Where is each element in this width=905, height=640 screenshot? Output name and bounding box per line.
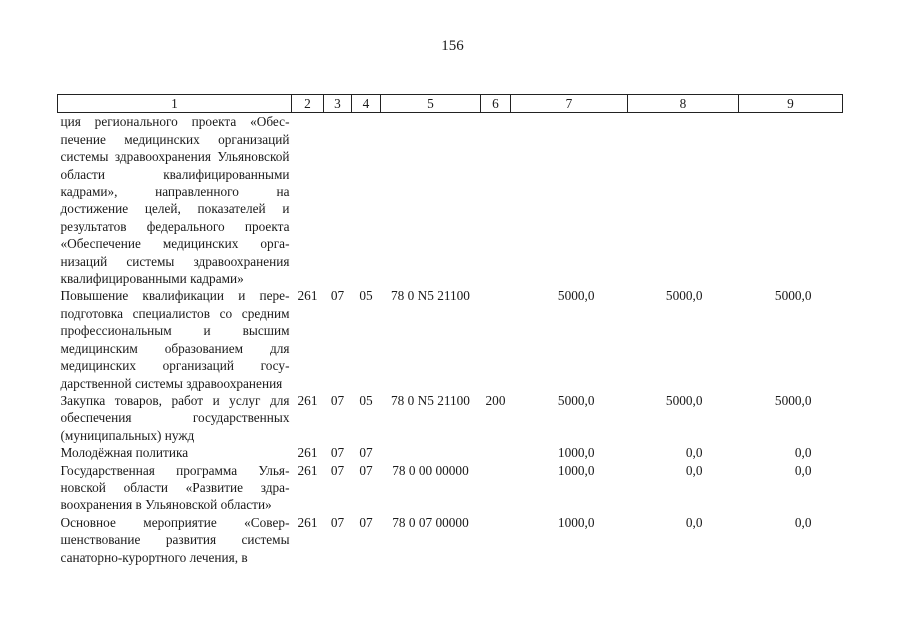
row-amount-col9: 0,0 (794, 514, 812, 530)
table-row (58, 113, 843, 288)
row-amount-col9 (739, 113, 843, 288)
column-header: 9 (739, 95, 843, 113)
row-ministry: 261 (297, 462, 318, 478)
table-row (58, 514, 843, 566)
row-amount-col8: 5000,0 (665, 392, 703, 408)
row-ministry: 261 (297, 288, 318, 304)
row-section: 07 (330, 392, 345, 408)
row-target-article: 78 0 00 00000 (392, 462, 469, 478)
row-amount-col8: 0,0 (685, 445, 703, 461)
table-row (58, 287, 843, 391)
column-header: 6 (481, 95, 511, 113)
row-amount-col9: 0,0 (794, 462, 812, 478)
row-amount-col9: 5000,0 (774, 288, 812, 304)
row-expense-type (481, 462, 511, 514)
row-amount-col7: 5000,0 (557, 392, 595, 408)
row-subsection: 05 (359, 288, 373, 304)
row-target-article: 78 0 N5 21100 (391, 392, 470, 408)
column-header: 8 (628, 95, 739, 113)
row-ministry: 261 (297, 514, 318, 530)
row-section: 07 (330, 445, 345, 461)
row-expense-type: 200 (485, 392, 506, 408)
column-header: 1 (58, 95, 292, 113)
column-header: 7 (511, 95, 628, 113)
row-target-article: 78 0 07 00000 (392, 514, 469, 530)
table-header-row (58, 95, 843, 113)
row-amount-col7: 1000,0 (557, 462, 595, 478)
row-target-article (381, 444, 481, 461)
row-expense-type (481, 514, 511, 566)
row-target-article: 78 0 N5 21100 (391, 288, 470, 304)
row-section (324, 113, 352, 288)
row-subsection: 07 (359, 462, 373, 478)
row-description: Основное мероприятие «Совершенствование развития системы санаторно-курортного лечения, в (60, 514, 290, 565)
row-expense-type (481, 287, 511, 391)
page-number: 156 (441, 38, 464, 54)
column-header: 5 (381, 95, 481, 113)
row-section: 07 (330, 462, 345, 478)
column-header: 3 (324, 95, 352, 113)
row-description: ция регионального проекта «Обеспечение медицинских организаций системы здравоохранения Ульяновской области квалифицированными кадрами», направленного на достижение целей, показателей и результатов федерального проекта «Обеспечение медицинских организаций системы здравоохранения квалифицированными кадрами» (60, 114, 290, 287)
row-target-article (381, 113, 481, 288)
row-description: Повышение квалификации и переподготовка специалистов со средним профессиональным и высшим медицинским образованием для медицинских организаций государственной системы здравоохранения (60, 288, 290, 391)
row-section: 07 (330, 288, 345, 304)
row-expense-type (481, 113, 511, 288)
table-row (58, 444, 843, 461)
budget-table (57, 94, 843, 566)
row-amount-col7: 1000,0 (557, 514, 595, 530)
row-amount-col8: 0,0 (685, 514, 703, 530)
row-amount-col8: 5000,0 (665, 288, 703, 304)
table-row (58, 462, 843, 514)
row-ministry (292, 113, 324, 288)
row-amount-col8 (628, 113, 739, 288)
row-description: Молодёжная политика (60, 445, 189, 461)
table-row (58, 392, 843, 444)
row-description: Закупка товаров, работ и услуг для обеспечения государственных (муниципальных) нужд (60, 392, 290, 443)
column-header: 2 (292, 95, 324, 113)
row-amount-col8: 0,0 (685, 462, 703, 478)
row-amount-col9: 5000,0 (774, 392, 812, 408)
row-ministry: 261 (297, 392, 318, 408)
row-amount-col9: 0,0 (794, 445, 812, 461)
row-amount-col7: 5000,0 (557, 288, 595, 304)
row-ministry: 261 (297, 445, 318, 461)
column-header: 4 (352, 95, 381, 113)
row-description: Государственная программа Ульяновской области «Развитие здравоохранения в Ульяновской области» (60, 462, 290, 513)
row-subsection (352, 113, 381, 288)
row-subsection: 07 (359, 445, 373, 461)
row-subsection: 07 (359, 514, 373, 530)
row-subsection: 05 (359, 392, 373, 408)
row-amount-col7 (511, 113, 628, 288)
row-section: 07 (330, 514, 345, 530)
row-amount-col7: 1000,0 (557, 445, 595, 461)
row-expense-type (481, 444, 511, 461)
